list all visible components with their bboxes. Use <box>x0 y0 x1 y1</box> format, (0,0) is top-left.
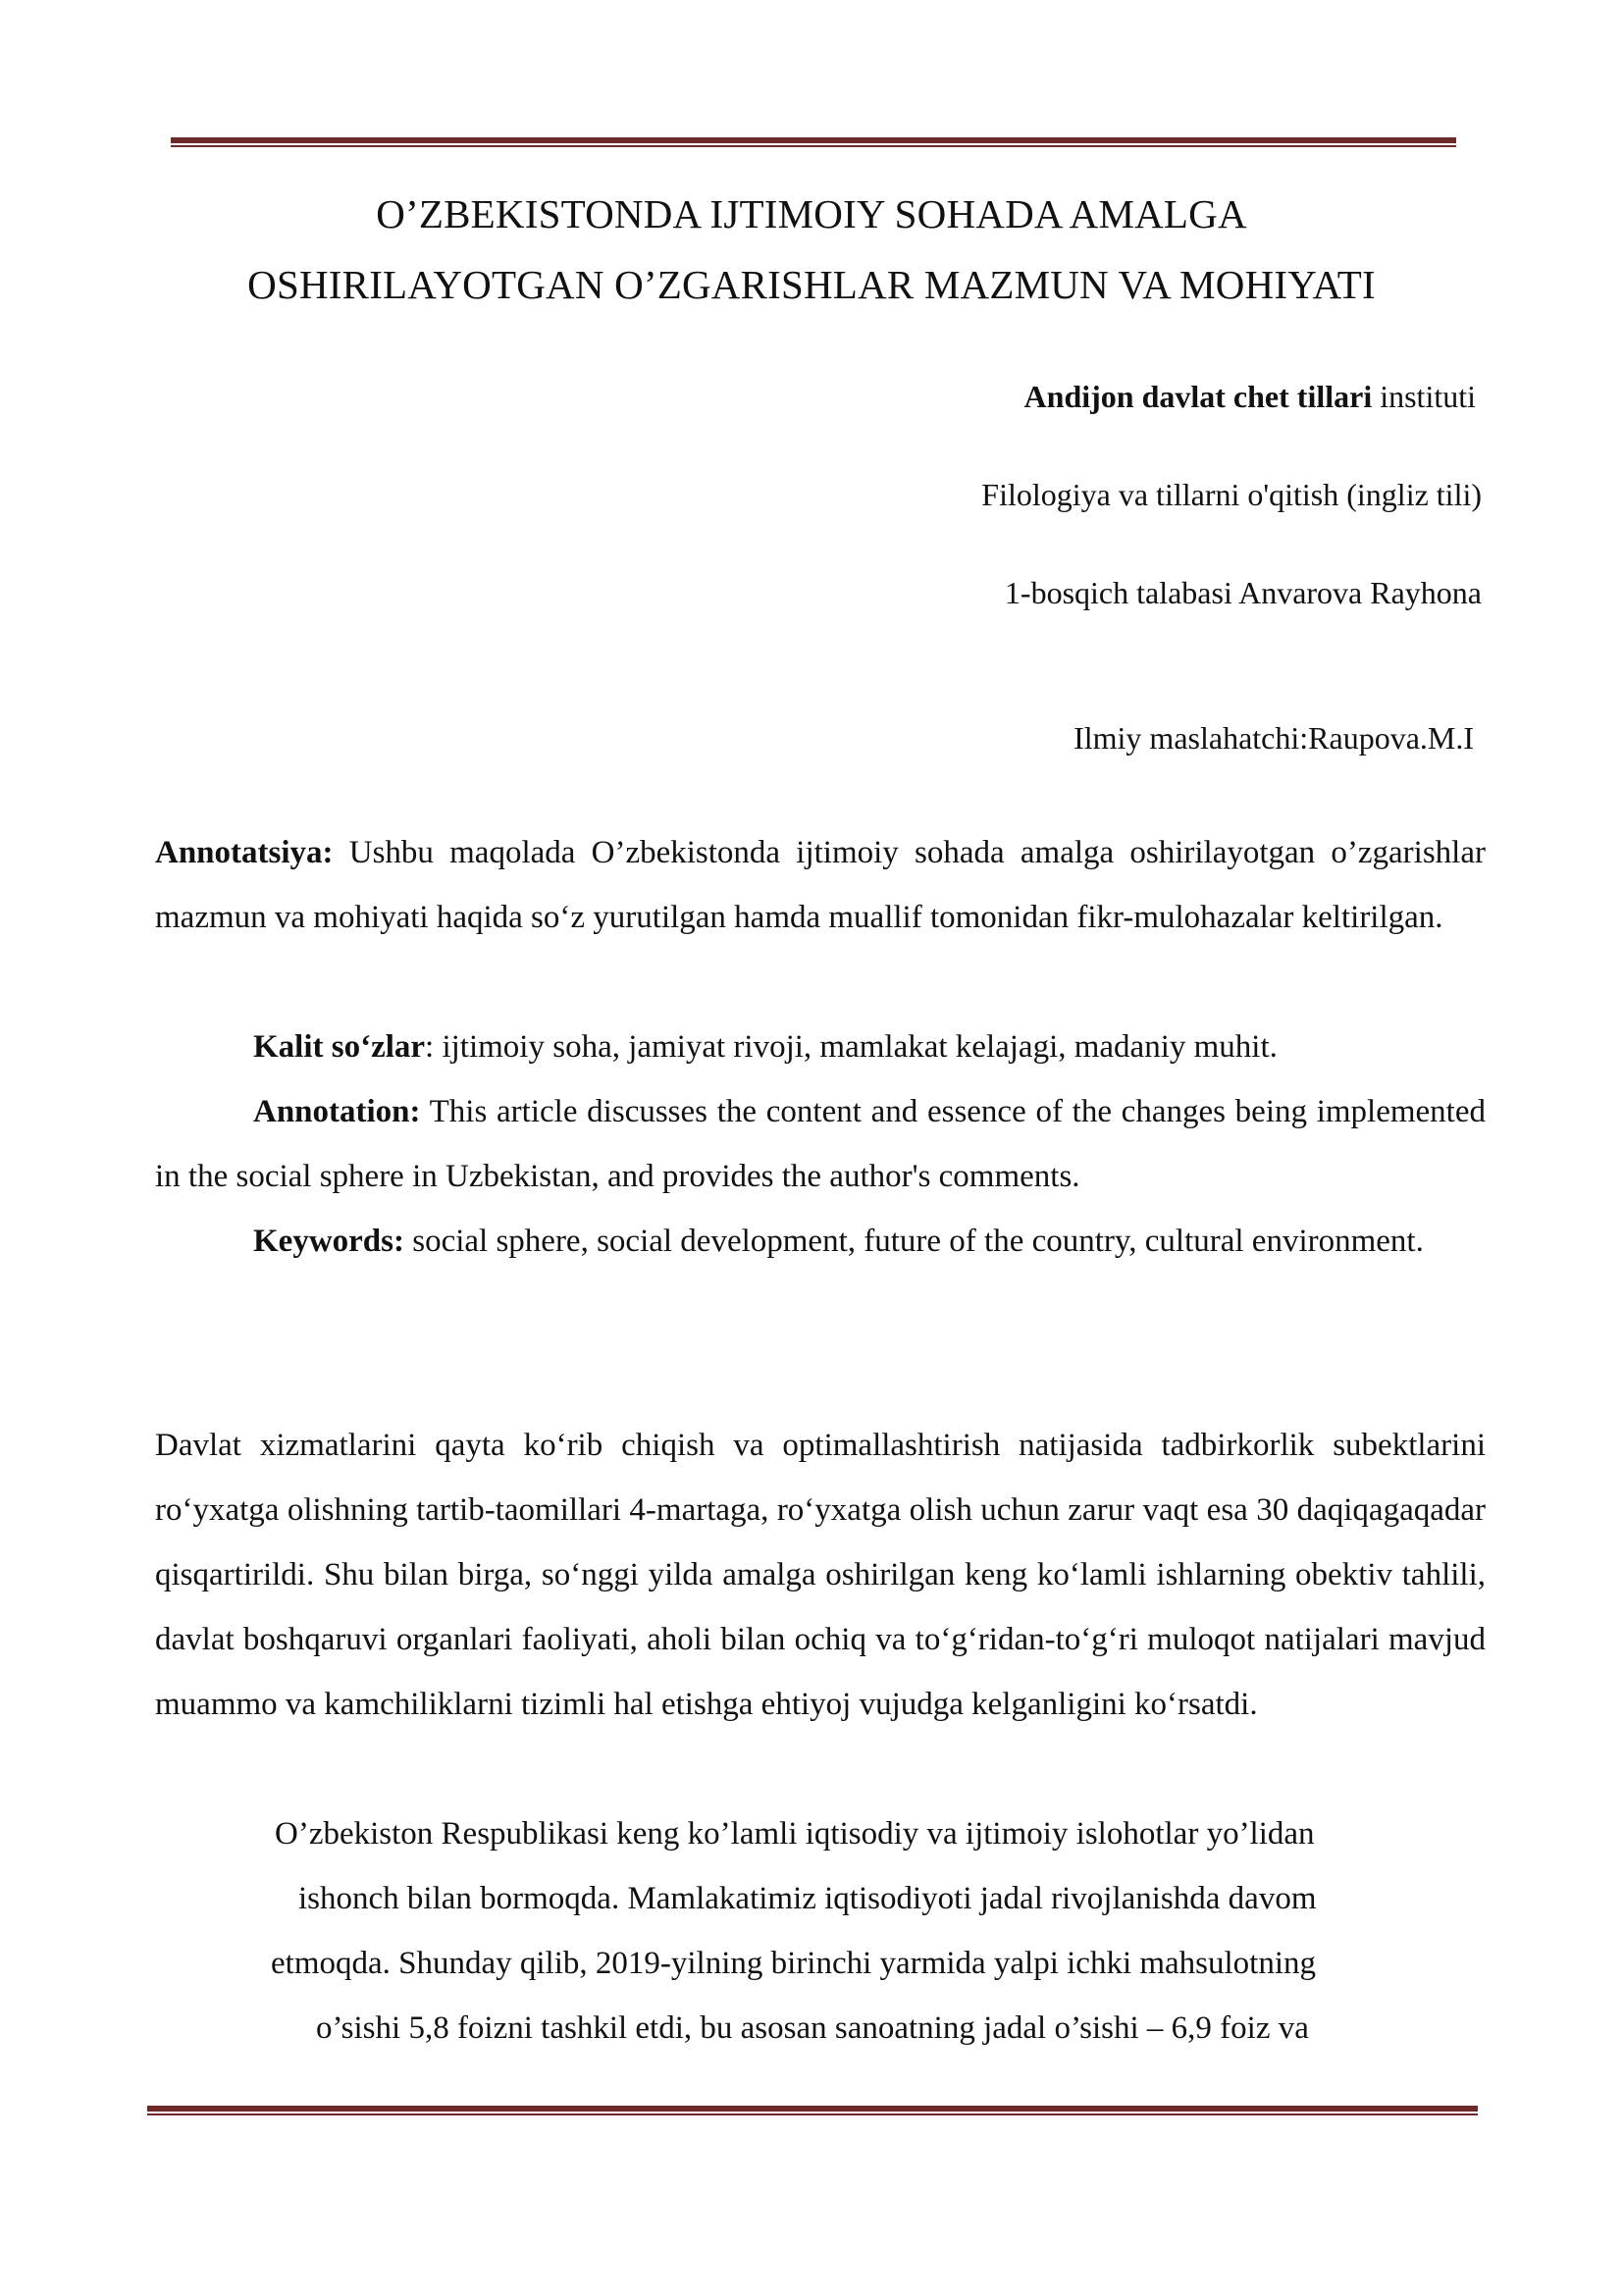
affiliation-student: 1-bosqich talabasi Anvarova Rayhona <box>1004 575 1482 610</box>
annotation-label: Annotation: <box>253 1094 421 1129</box>
title-line-2: OSHIRILAYOTGAN O’ZGARISHLAR MAZMUN VA MOHIYATI <box>247 262 1376 307</box>
paragraph-2-line-1: O’zbekiston Respublikasi keng ko’lamli iqtisodiy va ijtimoiy islohotlar yo’lidan <box>275 1816 1315 1852</box>
paragraph-2-line-2: ishonch bilan bormoqda. Mamlakatimiz iqtisodiyoti jadal rivojlanishda davom <box>298 1881 1317 1916</box>
institute-name: Andijon davlat chet tillari <box>1023 379 1373 414</box>
kalit-section <box>155 1015 1486 1079</box>
affiliation-institute <box>1024 377 1476 416</box>
bottom-divider <box>147 2106 1478 2115</box>
affiliation-faculty: Filologiya va tillarni o'qitish (ingliz tili) <box>981 477 1482 512</box>
keywords-section <box>155 1209 1486 1274</box>
institute-suffix: instituti <box>1372 379 1476 414</box>
annotatsiya-label: Annotatsiya: <box>155 835 334 870</box>
annotatsiya-text: Ushbu maqolada O’zbekistonda ijtimoiy sohada amalga oshirilayotgan o’zgarishlar mazmun va mohiyati haqida so‘z yurutilgan hamda muallif tomonidan fikr-mulohazalar keltirilgan. <box>155 835 1486 935</box>
title-line-1: O’ZBEKISTONDA IJTIMOIY SOHADA AMALGA <box>376 191 1247 236</box>
body-paragraph-2 <box>236 1801 1488 2061</box>
affiliation-advisor: Ilmiy maslahatchi:Raupova.M.I <box>1073 720 1474 756</box>
paragraph-2-line-4: o’sishi 5,8 foizni tashkil etdi, bu asosan sanoatning jadal o’sishi – 6,9 foiz va <box>316 2010 1309 2046</box>
body-paragraph-1 <box>155 1413 1486 1737</box>
annotation-text: This article discusses the content and essence of the changes being implemented in the social sphere in Uzbekistan, and provides the author's comments. <box>155 1094 1486 1194</box>
annotation-section <box>155 1079 1486 1209</box>
keywords-text: social sphere, social development, future of the country, cultural environment. <box>403 1224 1424 1259</box>
kalit-text: : ijtimoiy soha, jamiyat rivoji, mamlakat kelajagi, madaniy muhit. <box>425 1029 1278 1065</box>
kalit-label: Kalit so‘zlar <box>253 1029 426 1065</box>
top-divider <box>171 137 1456 147</box>
annotatsiya-section <box>155 820 1486 950</box>
paragraph-2-line-3: etmoqda. Shunday qilib, 2019-yilning birinchi yarmida yalpi ichki mahsulotning <box>271 1946 1317 1981</box>
keywords-label: Keywords: <box>253 1224 404 1259</box>
article-title <box>147 179 1476 320</box>
body-paragraph-1-text: Davlat xizmatlarini qayta ko‘rib chiqish va optimallashtirish natijasida tadbirkorlik subektlarini ro‘yxatga olishning tartib-taomillari 4-martaga, ro‘yxatga olish uchun zarur vaqt esa 30 daqiqagaqadar qisqartirildi. Shu bilan birga, so‘nggi yilda amalga oshirilgan keng ko‘lamli ishlarning obektiv tahlili, davlat boshqaruvi organlari faoliyati, aholi bilan ochiq va to‘g‘ridan-to‘g‘ri muloqot natijalari mavjud muammo va kamchiliklarni tizimli hal etishga ehtiyoj vujudga kelganligini ko‘rsatdi. <box>155 1428 1486 1722</box>
